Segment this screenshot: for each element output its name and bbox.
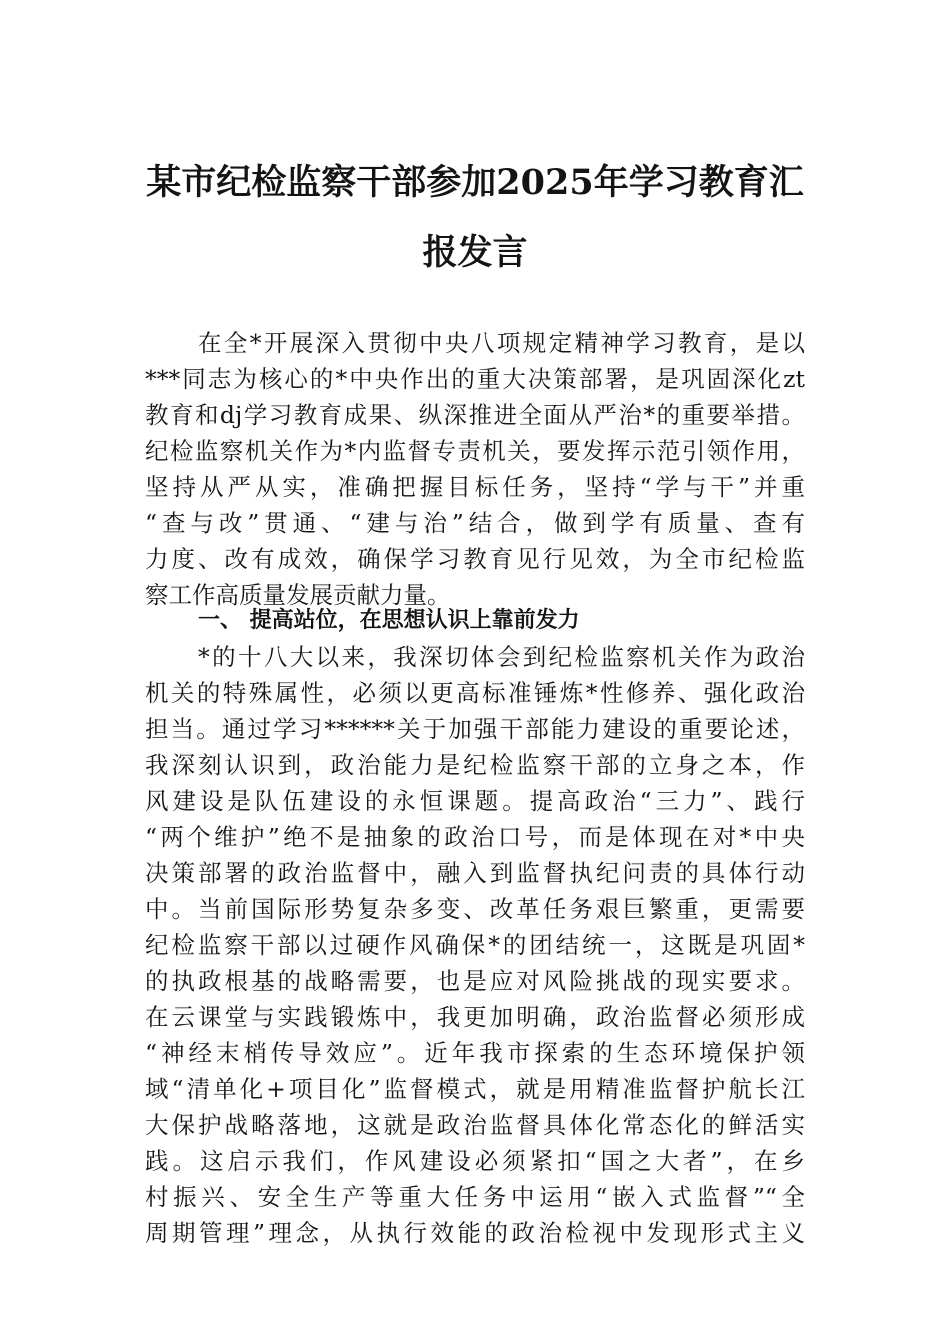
paragraph-2-line: 村振兴、安全生产等重大任务中运用“嵌入式监督”“全 (145, 1183, 805, 1211)
paragraph-1-line: 在全*开展深入贯彻中央八项规定精神学习教育，是以 (198, 329, 805, 357)
paragraph-1-line: 力度、改有成效，确保学习教育见行见效，为全市纪检监 (145, 545, 805, 573)
paragraph-2-line: 我深刻认识到，政治能力是纪检监察干部的立身之本，作 (145, 751, 805, 779)
paragraph-1-line: ***同志为核心的*中央作出的重大决策部署，是巩固深化zt (145, 365, 805, 393)
paragraph-2-line: 践。这启示我们，作风建设必须紧扣“国之大者”，在乡 (145, 1147, 805, 1175)
paragraph-1-line: 教育和dj学习教育成果、纵深推进全面从严治*的重要举措。 (145, 401, 805, 429)
paragraph-2-line: 中。当前国际形势复杂多变、改革任务艰巨繁重，更需要 (145, 895, 805, 923)
paragraph-2-line: 周期管理”理念，从执行效能的政治检视中发现形式主义 (145, 1219, 805, 1247)
paragraph-1-line: 坚持从严从实，准确把握目标任务，坚持“学与干”并重 (145, 473, 805, 501)
document-title-line-2: 报发言 (422, 232, 528, 273)
paragraph-2-line: 纪检监察干部以过硬作风确保*的团结统一，这既是巩固* (145, 931, 805, 959)
paragraph-2-line: 风建设是队伍建设的永恒课题。提高政治“三力”、践行 (145, 787, 805, 815)
paragraph-2-line: “两个维护”绝不是抽象的政治口号，而是体现在对*中央 (145, 823, 805, 851)
paragraph-2-line: 大保护战略落地，这就是政治监督具体化常态化的鲜活实 (145, 1111, 805, 1139)
paragraph-2-line: 担当。通过学习******关于加强干部能力建设的重要论述， (145, 715, 805, 743)
paragraph-2-line: “神经末梢传导效应”。近年我市探索的生态环境保护领 (145, 1039, 805, 1067)
document-title-line-1: 某市纪检监察干部参加2025年学习教育汇 (146, 162, 804, 203)
paragraph-2-line: *的十八大以来，我深切体会到纪检监察机关作为政治 (198, 643, 805, 671)
paragraph-2-line: 机关的特殊属性，必须以更高标准锤炼*性修养、强化政治 (145, 679, 805, 707)
paragraph-2-line: 在云课堂与实践锻炼中，我更加明确，政治监督必须形成 (145, 1003, 805, 1031)
paragraph-1-line: 纪检监察机关作为*内监督专责机关，要发挥示范引领作用， (145, 437, 805, 465)
paragraph-2-line: 的执政根基的战略需要，也是应对风险挑战的现实要求。 (145, 967, 805, 995)
paragraph-1-line: 察工作高质量发展贡献力量。 (145, 581, 451, 609)
paragraph-2-line: 决策部署的政治监督中，融入到监督执纪问责的具体行动 (145, 859, 805, 887)
paragraph-1-line: “查与改”贯通、“建与治”结合，做到学有质量、查有 (145, 509, 805, 537)
paragraph-2-line: 域“清单化+项目化”监督模式，就是用精准监督护航长江 (145, 1075, 805, 1103)
section-heading-1: 一、 提高站位，在思想认识上靠前发力 (198, 608, 580, 633)
